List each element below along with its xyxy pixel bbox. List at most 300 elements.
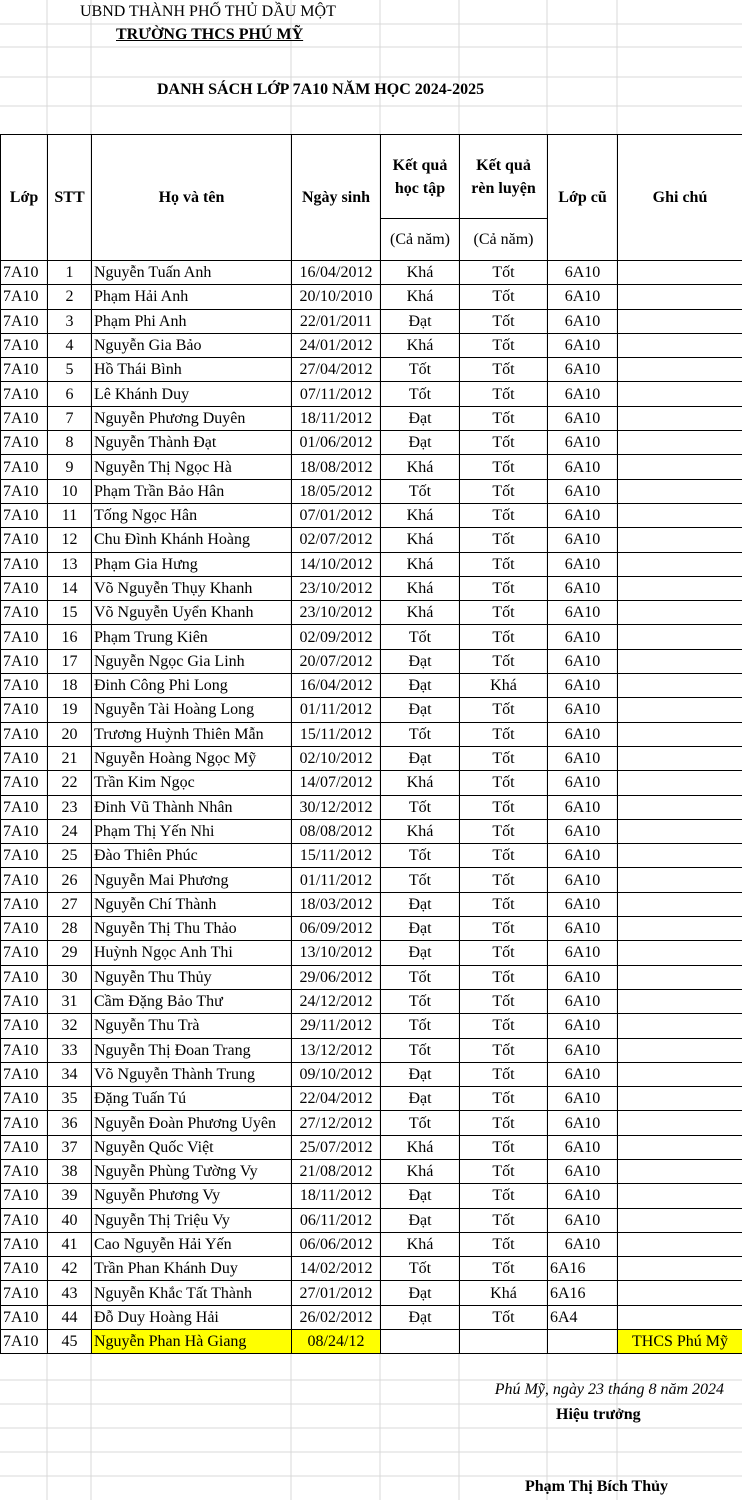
footer-place-date: Phú Mỹ, ngày 23 tháng 8 năm 2024 [494, 1381, 724, 1398]
cell-class: 7A10 [1, 1135, 48, 1159]
cell-name: Nguyễn Ngọc Gia Linh [92, 649, 292, 673]
table-row [1, 917, 742, 941]
cell-old-class: 6A10 [548, 625, 618, 649]
cell-no: 42 [48, 1257, 92, 1281]
cell-class: 7A10 [1, 503, 48, 527]
cell-class: 7A10 [1, 819, 48, 843]
cell-note [618, 819, 742, 843]
cell-name: Phạm Phi Anh [92, 309, 292, 333]
cell-academic: Tốt [381, 382, 460, 406]
cell-note [618, 406, 742, 430]
table-row [1, 576, 742, 600]
header-academic-line1: Kết quả [392, 156, 448, 174]
cell-class: 7A10 [1, 528, 48, 552]
header-class: Lớp [1, 135, 48, 261]
cell-name: Nguyễn Phương Vy [92, 1184, 292, 1208]
cell-note [618, 1135, 742, 1159]
cell-no: 12 [48, 528, 92, 552]
cell-old-class: 6A10 [548, 649, 618, 673]
student-list-table [0, 134, 742, 1354]
cell-name: Đào Thiên Phúc [92, 844, 292, 868]
cell-class: 7A10 [1, 698, 48, 722]
cell-name: Trần Kim Ngọc [92, 771, 292, 795]
cell-academic: Khá [381, 528, 460, 552]
cell-class: 7A10 [1, 1038, 48, 1062]
cell-name: Võ Nguyễn Uyển Khanh [92, 601, 292, 625]
cell-class: 7A10 [1, 406, 48, 430]
cell-conduct: Tốt [460, 455, 548, 479]
cell-academic: Khá [381, 1159, 460, 1183]
cell-conduct: Tốt [460, 965, 548, 989]
cell-old-class: 6A10 [548, 965, 618, 989]
table-row [1, 552, 742, 576]
cell-no: 38 [48, 1159, 92, 1183]
cell-note [618, 1257, 742, 1281]
cell-old-class: 6A10 [548, 1087, 618, 1111]
cell-conduct: Tốt [460, 1257, 548, 1281]
cell-name: Trương Huỳnh Thiên Mẫn [92, 722, 292, 746]
cell-academic: Tốt [381, 989, 460, 1013]
cell-conduct: Tốt [460, 406, 548, 430]
cell-dob: 20/07/2012 [292, 649, 381, 673]
cell-academic: Khá [381, 601, 460, 625]
cell-no: 11 [48, 503, 92, 527]
cell-dob: 20/10/2010 [292, 285, 381, 309]
cell-class: 7A10 [1, 576, 48, 600]
cell-name: Nguyễn Hoàng Ngọc Mỹ [92, 746, 292, 770]
cell-no: 15 [48, 601, 92, 625]
cell-old-class: 6A10 [548, 358, 618, 382]
cell-dob: 30/12/2012 [292, 795, 381, 819]
header-name: Họ và tên [92, 135, 292, 261]
cell-no: 45 [48, 1330, 92, 1354]
cell-no: 20 [48, 722, 92, 746]
cell-no: 14 [48, 576, 92, 600]
footer-signer: Phạm Thị Bích Thủy [525, 1478, 669, 1495]
cell-conduct: Tốt [460, 746, 548, 770]
cell-dob: 27/04/2012 [292, 358, 381, 382]
cell-dob: 14/10/2012 [292, 552, 381, 576]
cell-no: 27 [48, 892, 92, 916]
cell-name: Nguyễn Đoàn Phương Uyên [92, 1111, 292, 1135]
cell-name: Võ Nguyễn Thành Trung [92, 1062, 292, 1086]
cell-old-class: 6A10 [548, 406, 618, 430]
cell-old-class: 6A10 [548, 771, 618, 795]
cell-dob: 06/11/2012 [292, 1208, 381, 1232]
cell-old-class: 6A10 [548, 261, 618, 285]
cell-note [618, 892, 742, 916]
cell-old-class: 6A10 [548, 479, 618, 503]
cell-note: THCS Phú Mỹ [618, 1330, 742, 1354]
cell-note [618, 1087, 742, 1111]
cell-dob: 18/11/2012 [292, 1184, 381, 1208]
cell-name: Nguyễn Thành Đạt [92, 431, 292, 455]
cell-no: 28 [48, 917, 92, 941]
header-dob: Ngày sinh [292, 135, 381, 261]
cell-class: 7A10 [1, 1062, 48, 1086]
cell-conduct: Tốt [460, 358, 548, 382]
table-row [1, 382, 742, 406]
cell-class: 7A10 [1, 382, 48, 406]
cell-name: Đinh Công Phi Long [92, 674, 292, 698]
cell-academic: Khá [381, 1232, 460, 1256]
cell-dob: 01/11/2012 [292, 698, 381, 722]
cell-name: Đinh Vũ Thành Nhân [92, 795, 292, 819]
cell-conduct: Tốt [460, 309, 548, 333]
cell-note [618, 965, 742, 989]
cell-old-class: 6A10 [548, 1111, 618, 1135]
cell-academic: Đạt [381, 1062, 460, 1086]
cell-no: 26 [48, 868, 92, 892]
cell-name: Phạm Gia Hưng [92, 552, 292, 576]
cell-class: 7A10 [1, 722, 48, 746]
cell-conduct: Tốt [460, 795, 548, 819]
cell-note [618, 649, 742, 673]
cell-note [618, 431, 742, 455]
header-conduct-full-year: (Cả năm) [460, 219, 548, 261]
cell-conduct: Khá [460, 674, 548, 698]
cell-no: 33 [48, 1038, 92, 1062]
cell-name: Đỗ Duy Hoàng Hải [92, 1305, 292, 1329]
cell-name: Phạm Thị Yến Nhi [92, 819, 292, 843]
cell-academic: Đạt [381, 941, 460, 965]
cell-old-class: 6A10 [548, 844, 618, 868]
cell-conduct: Tốt [460, 576, 548, 600]
cell-name: Lê Khánh Duy [92, 382, 292, 406]
cell-class: 7A10 [1, 965, 48, 989]
cell-old-class: 6A10 [548, 382, 618, 406]
table-row [1, 1159, 742, 1183]
cell-no: 2 [48, 285, 92, 309]
cell-old-class: 6A10 [548, 1135, 618, 1159]
cell-name: Nguyễn Thu Thủy [92, 965, 292, 989]
cell-academic: Khá [381, 576, 460, 600]
cell-academic: Tốt [381, 479, 460, 503]
cell-dob: 27/01/2012 [292, 1281, 381, 1305]
cell-dob: 07/11/2012 [292, 382, 381, 406]
cell-class: 7A10 [1, 625, 48, 649]
cell-old-class: 6A10 [548, 795, 618, 819]
cell-name: Phạm Trần Bảo Hân [92, 479, 292, 503]
cell-academic: Tốt [381, 1111, 460, 1135]
cell-no: 30 [48, 965, 92, 989]
cell-academic: Tốt [381, 868, 460, 892]
cell-conduct: Tốt [460, 552, 548, 576]
header-academic [381, 135, 460, 219]
table-row [1, 989, 742, 1013]
cell-old-class: 6A10 [548, 309, 618, 333]
cell-no: 23 [48, 795, 92, 819]
cell-note [618, 261, 742, 285]
cell-note [618, 528, 742, 552]
cell-class: 7A10 [1, 601, 48, 625]
cell-note [618, 746, 742, 770]
cell-no: 25 [48, 844, 92, 868]
cell-conduct: Tốt [460, 868, 548, 892]
cell-note [618, 1038, 742, 1062]
cell-academic: Tốt [381, 965, 460, 989]
table-row [1, 844, 742, 868]
cell-name: Nguyễn Thu Trà [92, 1014, 292, 1038]
cell-conduct: Tốt [460, 1232, 548, 1256]
cell-name: Huỳnh Ngọc Anh Thi [92, 941, 292, 965]
cell-dob: 06/06/2012 [292, 1232, 381, 1256]
cell-note [618, 625, 742, 649]
cell-academic [381, 1330, 460, 1354]
cell-class: 7A10 [1, 1257, 48, 1281]
cell-class: 7A10 [1, 1305, 48, 1329]
cell-class: 7A10 [1, 868, 48, 892]
cell-class: 7A10 [1, 1087, 48, 1111]
cell-name: Nguyễn Thị Thu Thảo [92, 917, 292, 941]
cell-academic: Khá [381, 1135, 460, 1159]
cell-no: 44 [48, 1305, 92, 1329]
cell-dob: 22/04/2012 [292, 1087, 381, 1111]
table-row [1, 892, 742, 916]
cell-dob: 02/07/2012 [292, 528, 381, 552]
cell-academic: Tốt [381, 625, 460, 649]
cell-old-class: 6A10 [548, 1159, 618, 1183]
cell-class: 7A10 [1, 309, 48, 333]
cell-name: Nguyễn Phương Duyên [92, 406, 292, 430]
cell-note [618, 795, 742, 819]
cell-dob: 15/11/2012 [292, 722, 381, 746]
cell-academic: Tốt [381, 795, 460, 819]
cell-note [618, 1184, 742, 1208]
table-row [1, 1062, 742, 1086]
cell-old-class: 6A10 [548, 528, 618, 552]
cell-conduct: Tốt [460, 333, 548, 357]
cell-note [618, 552, 742, 576]
cell-name: Phạm Trung Kiên [92, 625, 292, 649]
cell-old-class: 6A10 [548, 601, 618, 625]
cell-academic: Tốt [381, 1257, 460, 1281]
cell-note [618, 309, 742, 333]
cell-no: 10 [48, 479, 92, 503]
cell-no: 40 [48, 1208, 92, 1232]
cell-old-class: 6A10 [548, 503, 618, 527]
table-row [1, 261, 742, 285]
table-row [1, 965, 742, 989]
cell-conduct: Tốt [460, 528, 548, 552]
table-row [1, 819, 742, 843]
cell-no: 6 [48, 382, 92, 406]
cell-dob: 02/10/2012 [292, 746, 381, 770]
cell-class: 7A10 [1, 917, 48, 941]
cell-no: 13 [48, 552, 92, 576]
cell-class: 7A10 [1, 552, 48, 576]
cell-note [618, 1111, 742, 1135]
cell-old-class: 6A10 [548, 1062, 618, 1086]
cell-conduct [460, 1330, 548, 1354]
cell-old-class: 6A10 [548, 1208, 618, 1232]
cell-academic: Khá [381, 819, 460, 843]
cell-dob: 08/08/2012 [292, 819, 381, 843]
cell-note [618, 941, 742, 965]
header-academic-full-year: (Cả năm) [381, 219, 460, 261]
cell-name: Cầm Đặng Bảo Thư [92, 989, 292, 1013]
cell-no: 34 [48, 1062, 92, 1086]
cell-name: Võ Nguyễn Thụy Khanh [92, 576, 292, 600]
table-row [1, 1281, 742, 1305]
cell-note [618, 1281, 742, 1305]
cell-academic: Khá [381, 333, 460, 357]
table-row [1, 1087, 742, 1111]
cell-name: Nguyễn Tuấn Anh [92, 261, 292, 285]
cell-class: 7A10 [1, 795, 48, 819]
table-row [1, 649, 742, 673]
table-row [1, 1014, 742, 1038]
cell-old-class: 6A16 [548, 1281, 618, 1305]
cell-old-class: 6A10 [548, 989, 618, 1013]
cell-conduct: Tốt [460, 771, 548, 795]
cell-note [618, 674, 742, 698]
table-row [1, 771, 742, 795]
table-row [1, 1184, 742, 1208]
table-row [1, 285, 742, 309]
table-row [1, 358, 742, 382]
cell-note [618, 989, 742, 1013]
cell-name: Nguyễn Thị Đoan Trang [92, 1038, 292, 1062]
cell-academic: Đạt [381, 698, 460, 722]
document-title: DANH SÁCH LỚP 7A10 NĂM HỌC 2024-2025 [157, 81, 485, 98]
table-row [1, 941, 742, 965]
cell-old-class: 6A10 [548, 1038, 618, 1062]
cell-dob: 02/09/2012 [292, 625, 381, 649]
cell-academic: Đạt [381, 1087, 460, 1111]
cell-dob: 13/12/2012 [292, 1038, 381, 1062]
cell-no: 21 [48, 746, 92, 770]
cell-note [618, 844, 742, 868]
cell-name: Nguyễn Mai Phương [92, 868, 292, 892]
cell-old-class: 6A16 [548, 1257, 618, 1281]
cell-old-class: 6A10 [548, 746, 618, 770]
cell-class: 7A10 [1, 1208, 48, 1232]
cell-conduct: Tốt [460, 819, 548, 843]
cell-old-class: 6A10 [548, 333, 618, 357]
cell-note [618, 917, 742, 941]
cell-conduct: Tốt [460, 941, 548, 965]
cell-conduct: Tốt [460, 989, 548, 1013]
cell-dob: 15/11/2012 [292, 844, 381, 868]
cell-conduct: Tốt [460, 1111, 548, 1135]
cell-conduct: Tốt [460, 649, 548, 673]
cell-name: Hồ Thái Bình [92, 358, 292, 382]
cell-old-class: 6A10 [548, 576, 618, 600]
cell-conduct: Tốt [460, 285, 548, 309]
cell-dob: 26/02/2012 [292, 1305, 381, 1329]
header-no: STT [48, 135, 92, 261]
table-row [1, 1257, 742, 1281]
cell-no: 16 [48, 625, 92, 649]
cell-academic: Đạt [381, 1305, 460, 1329]
school-name: TRƯỜNG THCS PHÚ MỸ [116, 26, 304, 43]
cell-academic: Tốt [381, 722, 460, 746]
table-row [1, 309, 742, 333]
table-row [1, 1038, 742, 1062]
cell-academic: Đạt [381, 674, 460, 698]
cell-old-class: 6A10 [548, 892, 618, 916]
cell-no: 43 [48, 1281, 92, 1305]
cell-dob: 23/10/2012 [292, 601, 381, 625]
cell-dob: 14/07/2012 [292, 771, 381, 795]
cell-no: 24 [48, 819, 92, 843]
cell-dob: 14/02/2012 [292, 1257, 381, 1281]
cell-academic: Đạt [381, 406, 460, 430]
cell-dob: 24/01/2012 [292, 333, 381, 357]
cell-old-class: 6A10 [548, 552, 618, 576]
cell-dob: 01/06/2012 [292, 431, 381, 455]
cell-note [618, 722, 742, 746]
table-row [1, 455, 742, 479]
cell-conduct: Tốt [460, 431, 548, 455]
header-conduct-line1: Kết quả [476, 156, 531, 174]
table-row [1, 1305, 742, 1329]
cell-old-class: 6A4 [548, 1305, 618, 1329]
cell-conduct: Tốt [460, 722, 548, 746]
cell-no: 29 [48, 941, 92, 965]
cell-note [618, 479, 742, 503]
cell-class: 7A10 [1, 771, 48, 795]
cell-academic: Đạt [381, 1281, 460, 1305]
cell-name: Nguyễn Chí Thành [92, 892, 292, 916]
cell-note [618, 455, 742, 479]
cell-old-class: 6A10 [548, 1184, 618, 1208]
student-rows [1, 261, 742, 1354]
cell-academic: Tốt [381, 844, 460, 868]
table-row [1, 868, 742, 892]
table-row [1, 431, 742, 455]
cell-academic: Đạt [381, 431, 460, 455]
header-conduct [460, 135, 548, 219]
cell-note [618, 1159, 742, 1183]
cell-class: 7A10 [1, 358, 48, 382]
cell-name: Trần Phan Khánh Duy [92, 1257, 292, 1281]
cell-name: Nguyễn Thị Ngọc Hà [92, 455, 292, 479]
cell-class: 7A10 [1, 1232, 48, 1256]
cell-dob: 07/01/2012 [292, 503, 381, 527]
cell-note [618, 358, 742, 382]
cell-class: 7A10 [1, 1014, 48, 1038]
table-row [1, 625, 742, 649]
cell-conduct: Tốt [460, 382, 548, 406]
header-conduct-line2: rèn luyện [471, 179, 536, 197]
cell-dob: 24/12/2012 [292, 989, 381, 1013]
cell-no: 36 [48, 1111, 92, 1135]
cell-academic: Khá [381, 552, 460, 576]
table-row [1, 601, 742, 625]
cell-note [618, 1305, 742, 1329]
cell-dob: 09/10/2012 [292, 1062, 381, 1086]
cell-conduct: Tốt [460, 1135, 548, 1159]
cell-class: 7A10 [1, 674, 48, 698]
cell-academic: Đạt [381, 917, 460, 941]
cell-class: 7A10 [1, 261, 48, 285]
cell-name: Cao Nguyễn Hải Yến [92, 1232, 292, 1256]
cell-note [618, 576, 742, 600]
cell-dob: 22/01/2011 [292, 309, 381, 333]
cell-conduct: Tốt [460, 1062, 548, 1086]
cell-class: 7A10 [1, 431, 48, 455]
cell-name: Nguyễn Quốc Việt [92, 1135, 292, 1159]
cell-old-class: 6A10 [548, 1014, 618, 1038]
header-academic-line2: học tập [394, 179, 446, 197]
cell-dob: 29/11/2012 [292, 1014, 381, 1038]
cell-old-class: 6A10 [548, 698, 618, 722]
cell-academic: Đạt [381, 309, 460, 333]
cell-academic: Đạt [381, 746, 460, 770]
cell-class: 7A10 [1, 333, 48, 357]
